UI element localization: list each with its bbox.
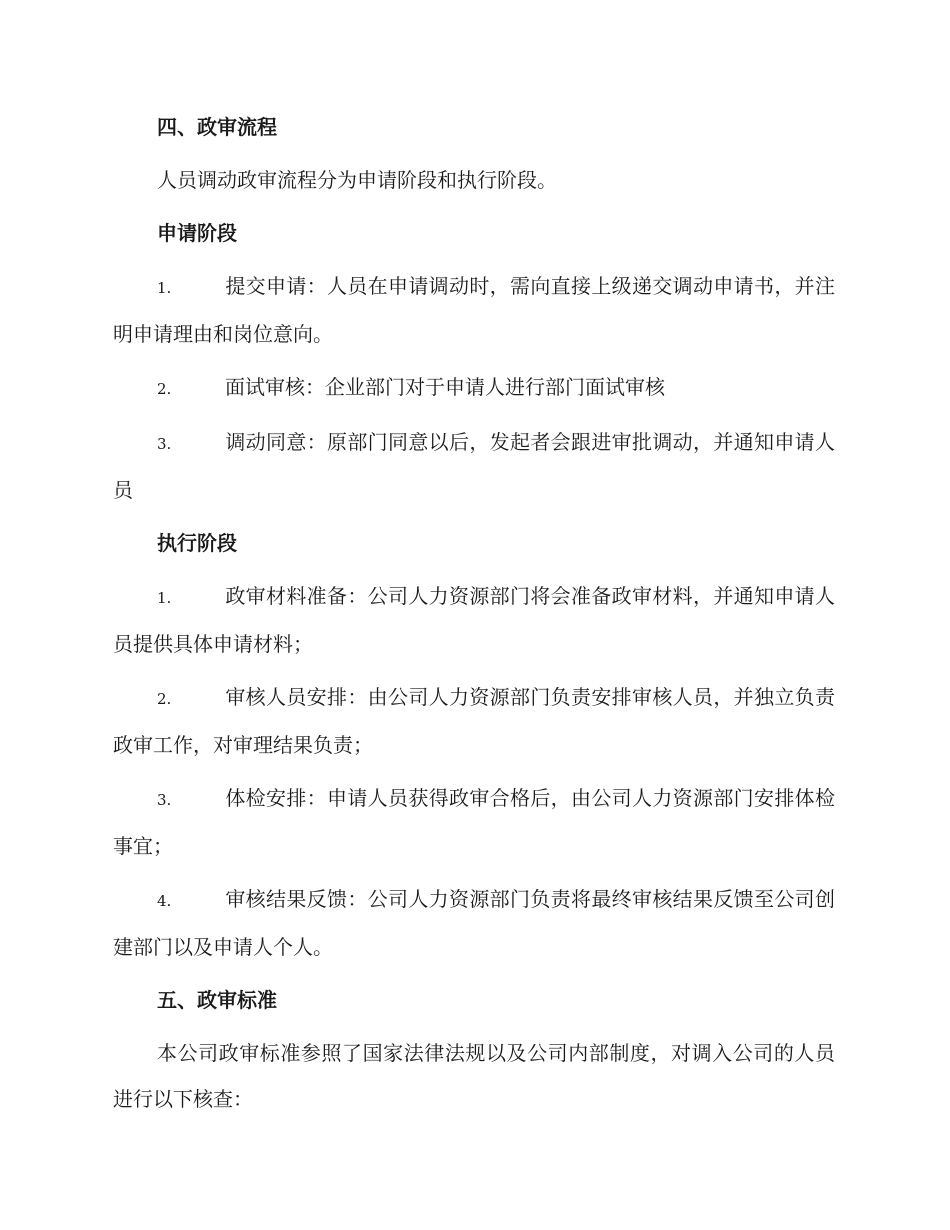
list-item xyxy=(113,419,835,513)
list-item-text: 审核人员安排：由公司人力资源部门负责安排审核人员，并独立负责政审工作，对审理结果负责； xyxy=(113,685,835,757)
list-item-number: 3. xyxy=(157,791,172,809)
list-item xyxy=(113,674,835,768)
list-item xyxy=(113,364,835,412)
section-heading-standards: 五、政审标准 xyxy=(157,988,277,1012)
list-item xyxy=(113,775,835,869)
list-item-number: 1. xyxy=(157,279,172,297)
list-item xyxy=(113,876,835,970)
list-item-number: 4. xyxy=(157,892,172,910)
list-item-number: 2. xyxy=(157,380,172,398)
subheading-execution-phase: 执行阶段 xyxy=(157,531,237,555)
standards-intro-paragraph: 本公司政审标准参照了国家法律法规以及公司内部制度，对调入公司的人员进行以下核查： xyxy=(113,1041,835,1111)
list-item-text: 审核结果反馈：公司人力资源部门负责将最终审核结果反馈至公司创建部门以及申请人个人。 xyxy=(113,887,835,959)
process-intro-paragraph: 人员调动政审流程分为申请阶段和执行阶段。 xyxy=(157,168,557,192)
list-item-text: 调动同意：原部门同意以后，发起者会跟进审批调动，并通知申请人员 xyxy=(113,430,835,502)
list-item-text: 面试审核：企业部门对于申请人进行部门面试审核 xyxy=(225,375,665,399)
list-item-text: 提交申请：人员在申请调动时，需向直接上级递交调动申请书，并注明申请理由和岗位意向。 xyxy=(113,274,835,346)
document-page xyxy=(113,104,835,1129)
list-item-number: 2. xyxy=(157,690,172,708)
section-heading-process: 四、政审流程 xyxy=(157,115,277,139)
list-item-text: 体检安排：申请人员获得政审合格后，由公司人力资源部门安排体检事宜； xyxy=(113,786,835,858)
list-item-text: 政审材料准备：公司人力资源部门将会准备政审材料，并通知申请人员提供具体申请材料； xyxy=(113,584,835,656)
list-item-number: 1. xyxy=(157,589,172,607)
list-item-number: 3. xyxy=(157,435,172,453)
list-item xyxy=(113,263,835,357)
list-item xyxy=(113,573,835,667)
subheading-application-phase: 申请阶段 xyxy=(157,221,237,245)
